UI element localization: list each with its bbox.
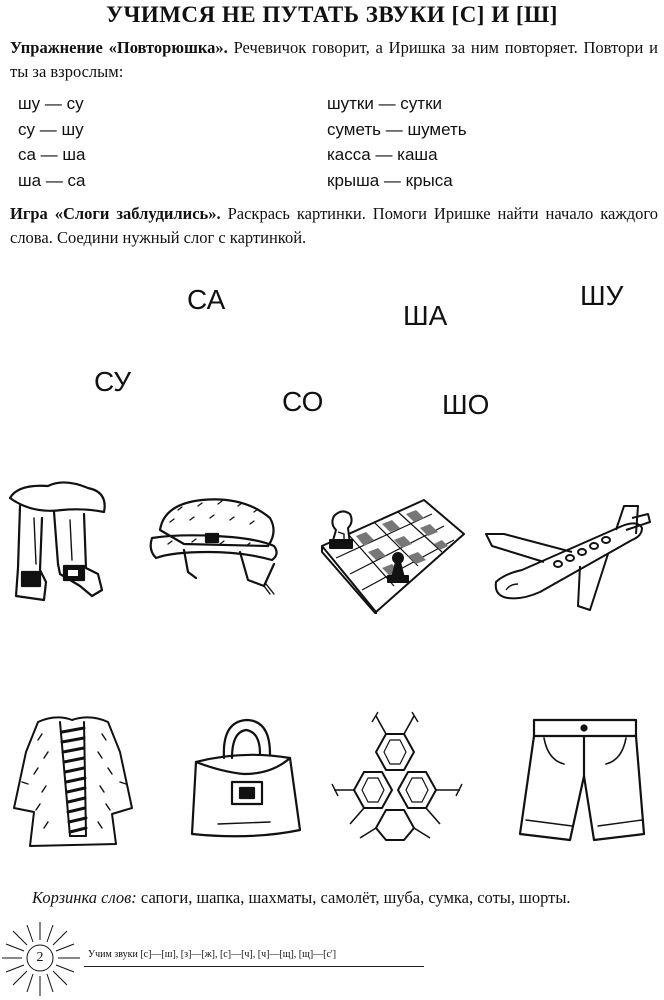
page-number: 2: [36, 950, 44, 965]
pair-item: касса — каша: [327, 145, 438, 164]
airplane-icon[interactable]: [482, 500, 654, 612]
game-name: Игра «Слоги заблудились».: [10, 204, 221, 223]
pair-item: ша — са: [18, 170, 86, 190]
page-title: УЧИМСЯ НЕ ПУТАТЬ ЗВУКИ [С] И [Ш]: [106, 2, 558, 27]
pair-item: су — шу: [18, 119, 84, 139]
syllable-pairs-left: [18, 91, 86, 193]
game-paragraph: [10, 202, 658, 250]
exercise-paragraph: [10, 36, 658, 84]
syllable-shu[interactable]: ШУ: [580, 280, 624, 311]
chess-board-icon[interactable]: [316, 494, 466, 614]
syllable-sho[interactable]: ШО: [442, 389, 490, 420]
word-basket-words: сапоги, шапка, шахматы, самолёт, шуба, сумка, соты, шорты.: [136, 888, 571, 907]
syllable-sa[interactable]: СА: [187, 284, 226, 315]
pair-item: шутки — сутки: [327, 94, 443, 113]
word-pairs-right: [327, 91, 467, 193]
footer-running-title: Учим звуки [с]—[ш], [з]—[ж], [с]—[ч], [ч]—[щ], [щ]—[с']: [88, 949, 337, 960]
boots-icon[interactable]: [4, 478, 116, 610]
fur-coat-icon[interactable]: [8, 712, 138, 852]
game-text: Раскрась картинки. Помоги Иришке найти начало каждого слова. Соедини нужный слог с картинкой.: [10, 204, 658, 247]
pair-item: са — ша: [18, 145, 86, 164]
pair-item: крыша — крыса: [327, 170, 453, 190]
exercise-text: Речевичок говорит, а Иришка за ним повторяет. Повтори и ты за взрослым:: [10, 38, 659, 81]
ushanka-hat-icon[interactable]: [148, 494, 288, 600]
shorts-icon[interactable]: [514, 716, 648, 846]
syllable-so[interactable]: СО: [282, 386, 324, 417]
handbag-icon[interactable]: [182, 712, 306, 844]
honeycomb-icon[interactable]: [328, 710, 468, 842]
pair-item: суметь — шуметь: [327, 119, 467, 139]
word-basket: [32, 888, 571, 908]
exercise-name: Упражнение «Повторюшка».: [10, 38, 228, 57]
syllable-su[interactable]: СУ: [94, 366, 132, 397]
footer-divider: [84, 966, 424, 967]
pair-item: шу — су: [18, 94, 84, 113]
word-basket-label: Корзинка слов:: [32, 888, 137, 907]
syllable-sha[interactable]: ША: [403, 300, 448, 331]
